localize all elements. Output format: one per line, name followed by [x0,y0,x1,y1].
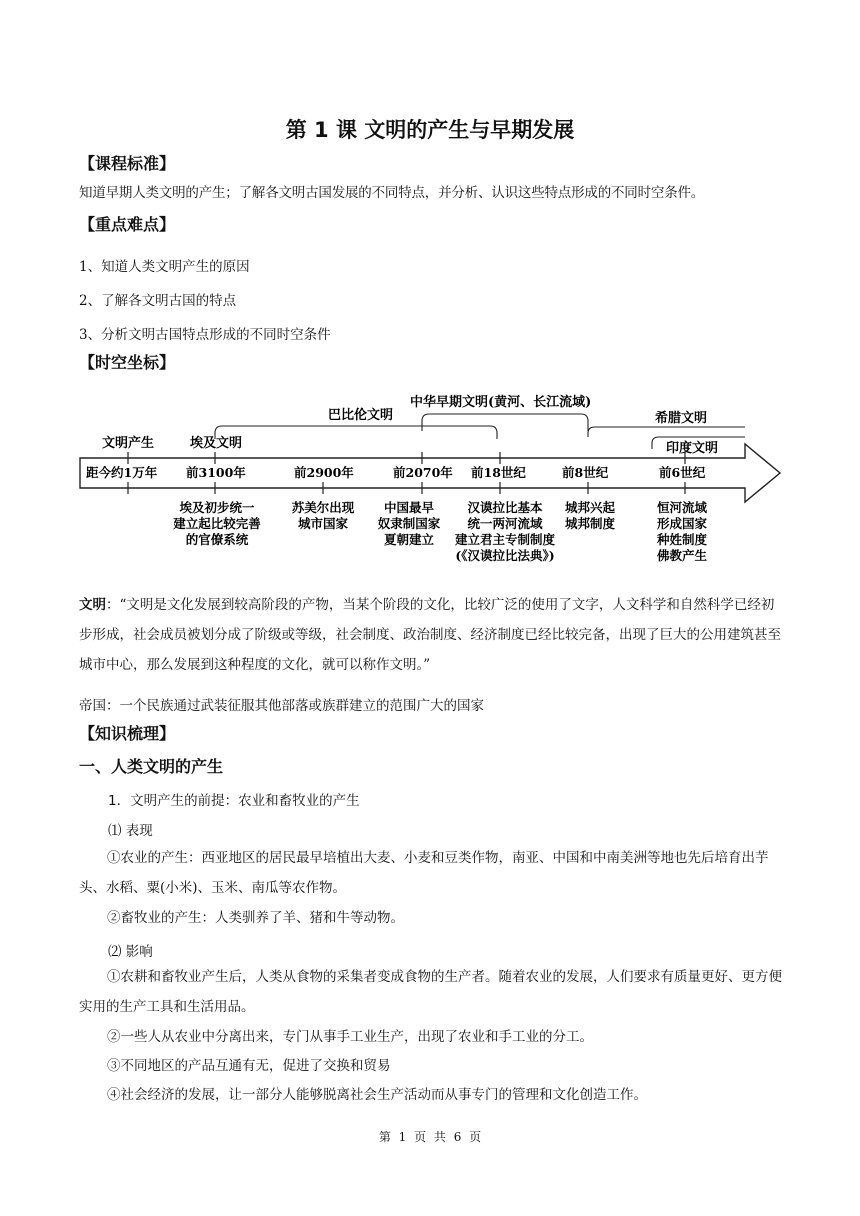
agriculture-paragraph: ①农业的产生：西亚地区的居民最早培植出大麦、小麦和豆类作物，南亚、中国和中南美洲等地也先后培育出芋头、水稻、粟(小米)、玉米、南瓜等农作物。 [79,850,769,896]
event-sumer-line1: 苏美尔出现 [291,500,355,515]
key-point-2: 2、了解各文明古国的特点 [79,293,237,309]
influence-4-paragraph: ④社会经济的发展，让一部分人能够脱离社会生产活动而从事专门的管理和文化创造工作。 [107,1087,647,1103]
event-polis-line1: 城邦兴起 [564,500,616,515]
label-babylon: 巴比伦文明 [328,408,394,423]
timeline-events [172,500,707,563]
influence-3-paragraph: ③不同地区的产品互通有无，促进了交换和贸易 [107,1058,391,1074]
livestock-paragraph: ②畜牧业的产生：人类驯养了羊、猪和牛等动物。 [107,910,404,926]
page-title: 第 1 课 文明的产生与早期发展 [285,118,575,142]
tick-label-3: 前2900年 [294,465,354,480]
label-greece: 希腊文明 [655,411,708,426]
tick-label-1: 距今约1万年 [86,465,158,480]
key-points-heading: 【重点难点】 [79,215,176,234]
empire-definition: 帝国：一个民族通过武装征服其他部落或族群建立的范围广大的国家 [79,698,484,714]
event-polis-line2: 城邦制度 [564,516,616,531]
label-civ-origin: 文明产生 [102,436,155,451]
civilization-definition-text: ：“文明是文化发展到较高阶段的产物，当某个阶段的文化，比较广泛的使用了文字，人文科学和自然科学已经初步形成，社会成员被划分成了阶级或等级，社会制度、政治制度、经济制度已经比较完备，出现了巨大的公用建筑甚至城市中心，那么发展到这种程度的文化，就可以称作文明。” [79,597,781,673]
label-india: 印度文明 [666,441,719,456]
event-india-line2: 形成国家 [656,516,708,531]
event-hammurabi-line2: 统一两河流域 [467,516,543,531]
influence-1-paragraph: ①农耕和畜牧业产生后，人类从食物的采集者变成食物的生产者。随着农业的发展，人们要求有质量更好、更方便实用的生产工具和生活用品。 [79,969,782,1015]
event-egypt-line3: 的官僚系统 [185,532,249,547]
event-xia-line2: 奴隶制国家 [377,516,441,531]
event-hammurabi-line1: 汉谟拉比基本 [467,500,543,515]
key-point-3: 3、分析文明古国特点形成的不同时空条件 [79,327,331,343]
tick-label-5: 前18世纪 [471,465,526,480]
event-india-line4: 佛教产生 [656,548,708,563]
event-india-line1: 恒河流域 [656,500,708,515]
section-1-heading: 一、人类文明的产生 [79,757,224,776]
event-hammurabi-line4: (《汉谟拉比法典》) [455,548,555,563]
subsection-1-heading: 1．文明产生的前提：农业和畜牧业的产生 [108,793,360,809]
civilization-label: 文明 [79,597,106,613]
event-egypt-line2: 建立起比较完善 [173,516,261,531]
label-china: 中华早期文明(黄河、长江流域) [410,395,592,410]
tick-label-2: 前3100年 [186,465,246,480]
event-egypt-line1: 埃及初步统一 [179,500,255,515]
key-point-1: 1、知道人类文明产生的原因 [79,259,250,275]
curriculum-standard-heading: 【课程标准】 [79,154,176,173]
knowledge-heading: 【知识梳理】 [79,724,176,743]
influence-2-paragraph: ②一些人从农业中分离出来，专门从事手工业生产，出现了农业和手工业的分工。 [107,1029,593,1045]
label-egypt: 埃及文明 [190,436,243,451]
event-sumer-line2: 城市国家 [297,516,349,531]
event-hammurabi-line3: 建立君主专制制度 [454,532,556,547]
timeline-diagram [0,385,860,575]
influence-heading: ⑵ 影响 [108,944,153,960]
civilization-definition [79,590,785,680]
event-xia-line1: 中国最早 [383,500,435,515]
page-footer: 第 1 页 共 6 页 [378,1130,482,1144]
tick-label-7: 前6世纪 [659,465,706,480]
tick-label-6: 前8世纪 [562,465,609,480]
timeline-heading: 【时空坐标】 [79,353,176,372]
tick-label-4: 前2070年 [393,465,453,480]
curriculum-standard-text: 知道早期人类文明的产生；了解各文明古国发展的不同特点，并分析、认识这些特点形成的不同时空条件。 [79,185,705,201]
event-india-line3: 种姓制度 [656,532,708,547]
event-xia-line3: 夏朝建立 [383,532,435,547]
performance-heading: ⑴ 表现 [108,823,153,839]
